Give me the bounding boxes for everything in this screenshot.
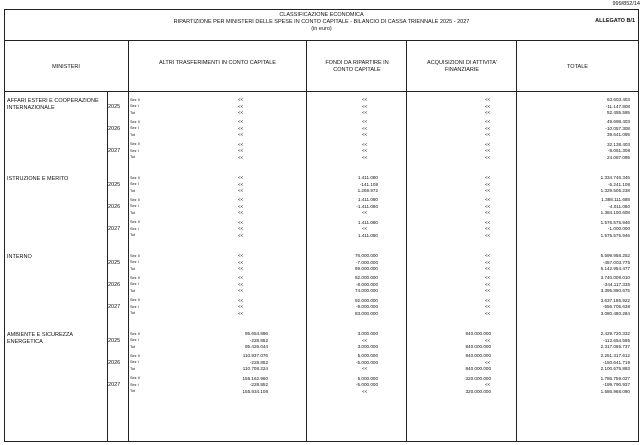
row-type-label: Tot (130, 210, 136, 215)
table-cell: << (238, 266, 244, 272)
row-type-label: Sez I (130, 204, 139, 209)
table-cell: 3.637.185.922 (600, 297, 630, 303)
table-cell: 840.000.000 (465, 344, 491, 350)
table-cell: -5.000.000 (356, 359, 378, 365)
table-cell: << (485, 337, 491, 343)
table-cell: 1.411.080 (357, 197, 378, 203)
table-cell: << (238, 141, 244, 147)
table-cell: 3.080.480.284 (600, 310, 630, 316)
table-cell: << (485, 188, 491, 194)
ministry-name: AFFARI ESTERI E COOPERAZIONE INTERNAZIONALE (7, 98, 99, 111)
row-type-label: Tot (130, 155, 136, 160)
table-cell: << (238, 103, 244, 109)
table-cell: << (238, 132, 244, 138)
table-cell: 156.162.960 (242, 375, 268, 381)
table-cell: << (238, 97, 244, 102)
year-label: 2025 (108, 181, 121, 188)
row-type-label: Tot (130, 132, 136, 137)
table-cell: << (485, 103, 491, 109)
row-type-label: Sez II (130, 119, 140, 124)
table-cell: 95.654.896 (245, 331, 268, 336)
table-cell: << (485, 148, 491, 154)
row-type-label: Sez II (130, 197, 140, 202)
year-label: 2026 (108, 125, 121, 132)
table-cell: -228.852 (249, 359, 268, 365)
table-cell: << (485, 110, 491, 116)
table-cell: << (238, 226, 244, 232)
table-cell: << (238, 188, 244, 194)
row-type-label: Sez II (130, 275, 140, 280)
table-cell: -141.108 (359, 181, 378, 187)
table-cell: 110.708.224 (242, 366, 268, 372)
table-cell: 32.138.403 (607, 141, 630, 147)
table-cell: -112.654.595 (603, 337, 630, 343)
table-cell: << (238, 125, 244, 131)
table-cell: 3.000.000 (357, 331, 378, 336)
table-cell: << (485, 266, 491, 272)
table-cell: 840.000.000 (465, 353, 491, 359)
table-cell: << (238, 203, 244, 209)
table-cell: << (238, 253, 244, 258)
table-cell: 1.334.746.346 (600, 175, 630, 180)
row-type-label: Sez I (130, 382, 139, 387)
year-label: 2027 (108, 382, 121, 389)
row-type-label: Sez II (130, 331, 140, 336)
year-column-divider (107, 92, 108, 441)
table-cell: << (485, 310, 491, 316)
table-cell: -228.852 (249, 337, 268, 343)
table-cell: 1.586.968.090 (600, 388, 630, 394)
table-cell: << (362, 125, 368, 131)
table-cell: << (485, 97, 491, 102)
table-cell: << (362, 141, 368, 147)
row-type-label: Tot (130, 389, 136, 394)
table-cell: 3.740.008.010 (600, 275, 630, 281)
table-cell: << (238, 154, 244, 160)
row-type-label: Tot (130, 188, 136, 193)
table-cell: -1.411.080 (356, 203, 378, 209)
row-type-label: Sez I (130, 360, 139, 365)
table-cell: 840.000.000 (465, 366, 491, 372)
table-cell: << (485, 132, 491, 138)
row-type-label: Sez II (130, 376, 140, 380)
table-cell: 49.698.403 (607, 119, 630, 125)
row-type-label: Tot (130, 311, 136, 316)
table-cell: << (485, 288, 491, 294)
table-cell: << (238, 148, 244, 154)
table-cell: << (238, 119, 244, 125)
table-cell: 5.000.000 (357, 353, 378, 359)
table-cell: << (485, 259, 491, 265)
row-type-label: Sez I (130, 282, 139, 287)
table-cell: << (485, 203, 491, 209)
table-cell: -8.051.308 (608, 148, 630, 154)
year-label: 2027 (108, 148, 121, 155)
column-divider (306, 41, 307, 441)
table-cell: -1.000.000 (608, 226, 630, 232)
table-cell: << (485, 119, 491, 125)
row-type-label: Sez I (130, 126, 139, 131)
title-line-2: RIPARTIZIONE PER MINISTERI DELLE SPESE IN CONTO CAPITALE - BILANCIO DI CASSA TRIENNALE 2025 - 2027 (173, 19, 470, 25)
table-cell: 39.641.095 (607, 132, 630, 138)
table-cell: << (485, 253, 491, 258)
table-cell: << (485, 154, 491, 160)
ministry-name: INTERNO (7, 254, 32, 260)
table-cell: 74.000.000 (355, 288, 378, 294)
table-cell: 5.000.000 (357, 375, 378, 381)
table-cell: << (485, 125, 491, 131)
table-cell: 52.455.595 (607, 110, 630, 116)
ministry-name: ISTRUZIONE E MERITO (7, 176, 69, 182)
col-header-ministeri: MINISTERI (52, 64, 80, 70)
table-cell: 95.426.044 (245, 344, 268, 350)
row-type-label: Sez II (130, 142, 140, 146)
row-type-label: Sez I (130, 338, 139, 343)
row-type-label: Sez I (130, 304, 139, 309)
year-label: 2027 (108, 304, 121, 311)
table-cell: << (485, 281, 491, 287)
row-type-label: Sez I (130, 148, 139, 153)
table-cell: << (485, 297, 491, 303)
table-cell: -199.790.937 (602, 382, 630, 388)
col-header-totale: TOTALE (567, 64, 588, 70)
row-type-label: Sez I (130, 260, 139, 265)
table-cell: << (362, 119, 368, 125)
table-cell: 1.786.759.027 (600, 375, 630, 381)
table-cell: << (362, 226, 368, 232)
table-cell: 1.575.575.946 (600, 232, 630, 238)
table-cell: << (238, 275, 244, 281)
table-cell: << (362, 97, 368, 102)
title-line-3: (in euro) (311, 26, 332, 32)
table-cell: -228.852 (249, 382, 268, 388)
table-cell: 24.087.095 (607, 154, 630, 160)
table-cell: << (362, 110, 368, 116)
table-cell: -150.641.719 (602, 359, 630, 365)
col-header-altri-trasferimenti: ALTRI TRASFERIMENTI IN CONTO CAPITALE (159, 60, 276, 66)
table-cell: -5.000.000 (356, 382, 378, 388)
table-cell: 110.937.076 (242, 353, 268, 359)
table-cell: -7.000.000 (356, 259, 378, 265)
table-cell: << (362, 337, 368, 343)
table-cell: << (485, 141, 491, 147)
row-type-label: Tot (130, 266, 136, 271)
table-cell: 3.395.890.675 (600, 288, 630, 294)
row-type-label: Tot (130, 366, 136, 371)
table-cell: << (485, 359, 491, 365)
table-cell: -457.003.775 (602, 259, 630, 265)
table-cell: 1.269.972 (357, 188, 378, 194)
table-cell: << (238, 219, 244, 225)
table-header (4, 9, 639, 41)
table-cell: << (485, 219, 491, 225)
row-type-label: Sez I (130, 104, 139, 109)
table-cell: 5.599.958.252 (600, 253, 630, 258)
table-cell: << (485, 304, 491, 310)
table-cell: -5.241.108 (608, 181, 630, 187)
row-type-label: Sez II (130, 253, 140, 258)
row-type-label: Sez II (130, 220, 140, 224)
table-cell: << (362, 132, 368, 138)
table-cell: << (238, 175, 244, 180)
column-divider (516, 41, 517, 441)
table-cell: << (485, 232, 491, 238)
table-cell: 1.384.100.608 (600, 210, 630, 216)
table-cell: << (238, 281, 244, 287)
table-cell: << (238, 181, 244, 187)
year-label: 2026 (108, 203, 121, 210)
column-divider (406, 41, 407, 441)
table-cell: 320.000.000 (465, 375, 491, 381)
table-cell: << (485, 382, 491, 388)
table-cell: 63.603.403 (607, 97, 630, 102)
table-cell: 69.000.000 (355, 266, 378, 272)
table-cell: << (362, 366, 368, 372)
table-cell: << (238, 259, 244, 265)
year-label: 2026 (108, 359, 121, 366)
table-cell: -4.011.080 (608, 203, 630, 209)
table-cell: << (362, 388, 368, 394)
table-cell: 1.411.080 (357, 219, 378, 225)
row-type-label: Sez II (130, 97, 140, 102)
table-cell: << (362, 210, 368, 216)
ministry-name: AMBIENTE E SICUREZZA ENERGETICA (7, 332, 73, 345)
table-cell: << (238, 197, 244, 203)
year-label: 2026 (108, 281, 121, 288)
table-cell: 155.934.108 (242, 388, 268, 394)
table-cell: << (238, 210, 244, 216)
table-cell: 1.411.080 (357, 232, 378, 238)
row-type-label: Sez II (130, 298, 140, 302)
table-cell: << (238, 304, 244, 310)
year-label: 2025 (108, 337, 121, 344)
document-reference: 999/852/14 (612, 1, 640, 7)
row-type-label: Sez I (130, 182, 139, 187)
table-cell: << (362, 103, 368, 109)
table-cell: 76.000.000 (355, 253, 378, 258)
row-type-label: Tot (130, 344, 136, 349)
row-type-label: Sez II (130, 353, 140, 358)
table-cell: 83.000.000 (355, 310, 378, 316)
table-cell: 2.251.317.612 (600, 353, 630, 359)
table-cell: 1.388.111.688 (601, 197, 630, 203)
table-cell: << (485, 210, 491, 216)
table-cell: 1.411.080 (357, 175, 378, 180)
table-cell: -11.147.808 (605, 103, 630, 109)
table-cell: 1.329.505.238 (600, 188, 630, 194)
table-cell: 2.317.065.737 (600, 344, 630, 350)
table-cell: << (485, 226, 491, 232)
table-cell: << (485, 175, 491, 180)
allegato-label: ALLEGATO B/1 (595, 18, 635, 24)
table-cell: -10.057.308 (605, 125, 630, 131)
table-cell: << (238, 232, 244, 238)
table-cell: 3.000.000 (357, 344, 378, 350)
table-cell: -344.117.335 (603, 281, 630, 287)
table-cell: -556.705.638 (602, 304, 630, 310)
table-cell: << (485, 197, 491, 203)
table-cell: 1.576.575.946 (600, 219, 630, 225)
year-label: 2027 (108, 226, 121, 233)
table-cell: 92.000.000 (355, 297, 378, 303)
col-header-acquisizioni: ACQUISIZIONI DI ATTIVITA' FINANZIARIE (427, 60, 497, 73)
row-type-label: Tot (130, 110, 136, 115)
title-line-1: CLASSIFICAZIONE ECONOMICA (279, 12, 364, 18)
year-label: 2025 (108, 103, 121, 110)
table-cell: << (362, 154, 368, 160)
table-cell: 840.000.000 (465, 331, 491, 336)
table-cell: -8.000.000 (356, 281, 378, 287)
table-cell: 320.000.000 (465, 388, 491, 394)
year-label: 2025 (108, 259, 121, 266)
table-cell: 2.100.675.893 (600, 366, 630, 372)
row-type-label: Tot (130, 288, 136, 293)
table-cell: << (485, 181, 491, 187)
row-type-label: Sez I (130, 226, 139, 231)
table-cell: 5.142.954.477 (600, 266, 630, 272)
table-cell: 82.000.000 (355, 275, 378, 281)
table-cell: << (362, 148, 368, 154)
col-header-fondi-da-ripartire: FONDI DA RIPARTIRE IN CONTO CAPITALE (325, 60, 389, 73)
table-cell: << (238, 297, 244, 303)
table-cell: -9.000.000 (356, 304, 378, 310)
table-cell: 2.429.720.332 (600, 331, 630, 336)
row-type-label: Sez II (130, 175, 140, 180)
table-cell: << (238, 310, 244, 316)
column-divider (128, 41, 129, 441)
row-type-label: Tot (130, 233, 136, 238)
table-cell: << (238, 288, 244, 294)
table-cell: << (238, 110, 244, 116)
table-cell: << (485, 275, 491, 281)
